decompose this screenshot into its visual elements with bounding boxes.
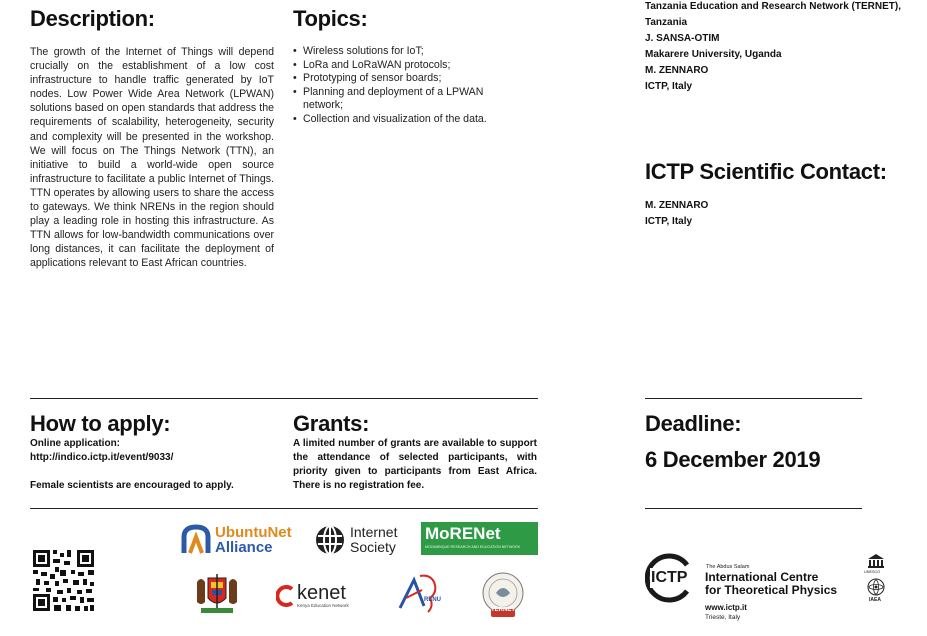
scientific-contact-heading: ICTP Scientific Contact: [645,159,887,184]
organizer-line: Tanzania Education and Research Network (TERNET), [645,1,901,12]
iaea-label: IAEA [869,597,881,603]
iaea-icon [866,578,886,596]
application-url-link[interactable]: http://indico.ictp.it/event/9033/ [30,452,174,463]
description-text: The growth of the Internet of Things will depend crucially on the establishment of a low cost infrastructure to handle traffic generated by IoT nodes. Low Power Wide Area Network (LPWAN) solutions based on open standards that address the requirements of scalability, heterogeneity, security and complexity will be presented in the workshop. We will focus on The Things Network (TTN), an initiative to build a world-wide open source infrastructure to facilitate a public Internet of Things. TTN operates by allowing users to share the access to gateways. We think NRENs in the region should play a leading role in hosting this infrastructure. As TTN allows for low-bandwidth communications over long distances, it can facilitate the deployment of applications relevant to East African countries. [30,46,274,270]
topic-item: • Wireless solutions for IoT; [293,45,523,59]
kenet-mark-icon [276,585,296,607]
grants-heading: Grants: [293,411,370,436]
ictp-website-link[interactable]: www.ictp.it [705,603,747,612]
deadline-date: 6 December 2019 [645,447,821,472]
renu-name: RENU [424,597,442,603]
kenet-subtitle: Kenya Education Network [297,603,349,608]
unesco-temple-icon [866,553,886,569]
ubuntunet-logo [180,520,304,560]
ubuntunet-mark-icon [180,523,212,557]
kenet-name: kenet [297,582,346,604]
divider-bottom-right [645,508,862,509]
topics-heading: Topics: [293,6,368,31]
ictp-abdus-salam: The Abdus Salam [706,564,750,570]
organizers-block [645,0,925,95]
grants-text: A limited number of grants are available to support the attendance of selected participants, with priority given to participants from East Africa. There is no registration fee. [293,438,537,491]
online-application-label: Online application: [30,438,121,449]
coat-of-arms-icon [193,572,241,616]
topic-item: • Planning and deployment of a LPWAN network; [293,86,523,113]
organizer-line: J. SANSA-OTIM [645,33,720,44]
qr-code-icon [33,550,94,611]
deadline-heading: Deadline: [645,411,742,436]
ictp-name-line1: International Centre [705,570,819,584]
morenet-subtitle: MOZAMBIQUE RESEARCH AND EDUCATION NETWORK [425,545,521,549]
topic-item: • Collection and visualization of the data. [293,113,523,127]
topic-item: • LoRa and LoRaWAN protocols; [293,59,523,73]
organizer-line: ICTP, Italy [645,81,693,92]
description-heading: Description: [30,6,155,31]
ubuntunet-name: UbuntuNet [215,524,292,541]
renu-logo-icon [394,572,446,616]
morenet-name: MoRENet [425,524,501,543]
ternet-name: TERNET [491,607,515,613]
ictp-logo-text: ICTP [651,569,688,586]
ictp-city: Trieste, Italy [705,614,741,621]
ubuntunet-alliance: Alliance [215,539,273,556]
ictp-name-line2: for Theoretical Physics [705,583,838,597]
morenet-logo [421,522,538,555]
how-to-apply-heading: How to apply: [30,411,171,436]
divider-top-left [30,398,538,399]
topics-list [293,45,523,126]
topic-item: • Prototyping of sensor boards; [293,72,523,86]
organizer-line: M. ZENNARO [645,65,709,76]
organizer-line: Tanzania [645,17,688,28]
isoc-name-line2: Society [350,539,396,555]
organizer-line: Makarere University, Uganda [645,49,782,60]
female-scientists-note: Female scientists are encouraged to apply. [30,480,234,491]
kenet-logo [276,580,368,612]
unesco-label: UNESCO [864,570,881,574]
divider-bottom-left [30,508,538,509]
divider-top-right [645,398,862,399]
internet-society-logo [315,522,415,558]
contact-affiliation: ICTP, Italy [645,216,693,227]
isoc-name-line1: Internet [350,524,398,540]
globe-icon [315,525,345,555]
contact-name: M. ZENNARO [645,200,709,211]
